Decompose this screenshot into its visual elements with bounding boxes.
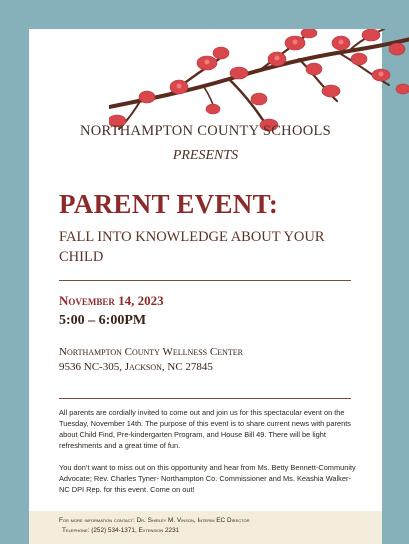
event-date: November 14, 2023 (59, 293, 164, 308)
invitation-paragraph: All parents are cordially invited to come out and join us for this spectacular event on the Tuesday, November 14th. The purpose of this event is to share current news with parents about Child Find, Pre-kindergarten Program, and House Bill 49. There will be light refreshments and a great time of fun. (59, 408, 351, 450)
venue-address: 9536 NC-305, Jackson, NC 27845 (59, 361, 213, 373)
flyer-page (29, 29, 382, 544)
event-title: PARENT EVENT: (59, 189, 279, 219)
divider-bottom (59, 398, 351, 399)
presents-label: PRESENTS (172, 148, 239, 163)
divider-top (59, 280, 351, 281)
contact-phone: Telephone: (252) 534-1371, Extension 2231 (62, 527, 180, 534)
event-time: 5:00 – 6:00PM (59, 313, 147, 328)
speakers-paragraph: You don’t want to miss out on this opportunity and hear from Ms. Betty Bennett-Community Advocate; Rev. Charles Tyner- Northampton Co. Commissioner and Ms. Keashia Walker- NC DPI Rep. for this event. Come on out! (59, 463, 356, 494)
school-name: NORTHAMPTON COUNTY SCHOOLS (79, 123, 332, 139)
event-venue (59, 345, 243, 375)
contact-bar (29, 511, 382, 544)
contact-person: For more information contact: Dr. Shirley M. Vinson, Interim EC Director (59, 517, 250, 524)
event-subtitle: FALL INTO KNOWLEDGE ABOUT YOUR CHILD (59, 229, 325, 265)
venue-name: Northampton County Wellness Center (59, 346, 243, 358)
